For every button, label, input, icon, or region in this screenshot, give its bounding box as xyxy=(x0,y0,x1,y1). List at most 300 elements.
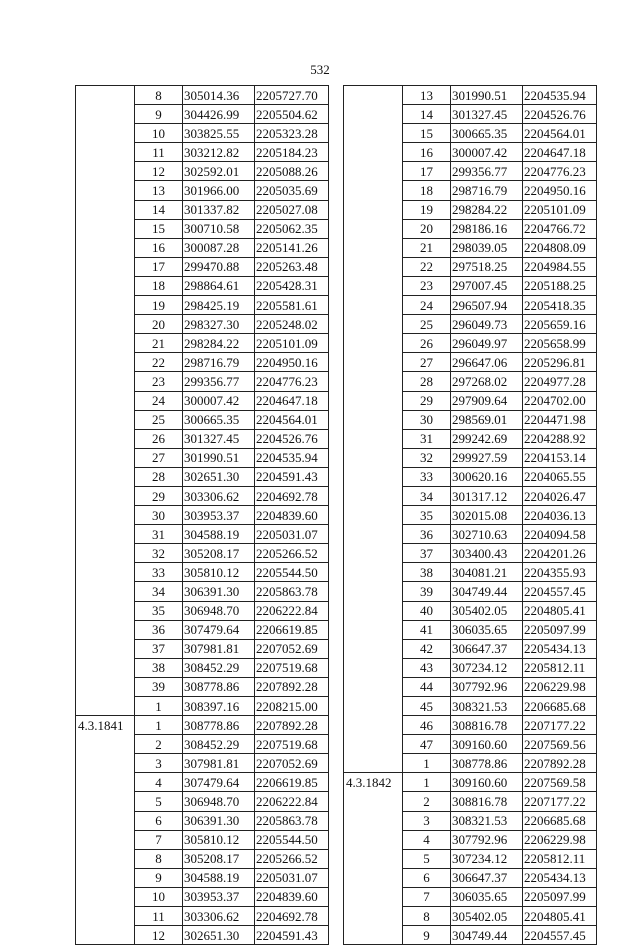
plot-cell xyxy=(76,410,135,429)
x-coordinate-cell: 302651.30 xyxy=(183,467,255,486)
plot-cell xyxy=(76,868,135,887)
point-number-cell: 6 xyxy=(135,811,183,830)
table-row xyxy=(76,620,329,639)
table-row xyxy=(344,563,597,582)
plot-cell xyxy=(76,735,135,754)
plot-cell xyxy=(344,716,403,735)
plot-cell xyxy=(344,448,403,467)
x-coordinate-cell: 308397.16 xyxy=(183,697,255,716)
plot-cell xyxy=(344,143,403,162)
point-number-cell: 35 xyxy=(403,506,451,525)
point-number-cell: 1 xyxy=(403,773,451,792)
x-coordinate-cell: 305402.05 xyxy=(451,601,523,620)
table-row xyxy=(344,716,597,735)
plot-cell xyxy=(344,849,403,868)
y-coordinate-cell: 2204950.16 xyxy=(255,353,329,372)
point-number-cell: 26 xyxy=(135,429,183,448)
table-row xyxy=(76,124,329,143)
plot-cell xyxy=(344,296,403,315)
table-row xyxy=(344,849,597,868)
table-row xyxy=(76,410,329,429)
point-number-cell: 15 xyxy=(135,219,183,238)
table-row xyxy=(344,219,597,238)
table-row xyxy=(76,429,329,448)
y-coordinate-cell: 2205088.26 xyxy=(255,162,329,181)
plot-cell xyxy=(344,334,403,353)
table-row xyxy=(76,887,329,906)
table-row xyxy=(344,525,597,544)
table-row xyxy=(344,544,597,563)
y-coordinate-cell: 2204692.78 xyxy=(255,907,329,926)
point-number-cell: 14 xyxy=(135,200,183,219)
y-coordinate-cell: 2207892.28 xyxy=(523,754,597,773)
y-coordinate-cell: 2205544.50 xyxy=(255,563,329,582)
y-coordinate-cell: 2204535.94 xyxy=(255,448,329,467)
y-coordinate-cell: 2204766.72 xyxy=(523,219,597,238)
y-coordinate-cell: 2204702.00 xyxy=(523,391,597,410)
y-coordinate-cell: 2205812.11 xyxy=(523,849,597,868)
point-number-cell: 3 xyxy=(135,754,183,773)
plot-cell xyxy=(344,677,403,696)
point-number-cell: 15 xyxy=(403,124,451,143)
x-coordinate-cell: 308452.29 xyxy=(183,658,255,677)
point-number-cell: 18 xyxy=(135,276,183,295)
y-coordinate-cell: 2204591.43 xyxy=(255,926,329,945)
y-coordinate-cell: 2204065.55 xyxy=(523,467,597,486)
plot-cell xyxy=(344,735,403,754)
y-coordinate-cell: 2208215.00 xyxy=(255,697,329,716)
x-coordinate-cell: 301327.45 xyxy=(451,105,523,124)
plot-cell xyxy=(76,601,135,620)
table-row xyxy=(76,563,329,582)
table-row xyxy=(344,257,597,276)
y-coordinate-cell: 2204036.13 xyxy=(523,506,597,525)
x-coordinate-cell: 297518.25 xyxy=(451,257,523,276)
y-coordinate-cell: 2204153.14 xyxy=(523,448,597,467)
y-coordinate-cell: 2204776.23 xyxy=(255,372,329,391)
x-coordinate-cell: 306647.37 xyxy=(451,868,523,887)
table-row xyxy=(344,754,597,773)
point-number-cell: 20 xyxy=(403,219,451,238)
table-row xyxy=(344,735,597,754)
y-coordinate-cell: 2204026.47 xyxy=(523,486,597,505)
plot-cell xyxy=(76,677,135,696)
x-coordinate-cell: 302592.01 xyxy=(183,162,255,181)
point-number-cell: 45 xyxy=(403,697,451,716)
y-coordinate-cell: 2204535.94 xyxy=(523,86,597,105)
point-number-cell: 43 xyxy=(403,658,451,677)
plot-cell xyxy=(76,639,135,658)
table-row xyxy=(344,296,597,315)
y-coordinate-cell: 2205544.50 xyxy=(255,830,329,849)
point-number-cell: 8 xyxy=(135,849,183,868)
table-row xyxy=(76,143,329,162)
point-number-cell: 29 xyxy=(135,486,183,505)
point-number-cell: 25 xyxy=(403,315,451,334)
x-coordinate-cell: 304426.99 xyxy=(183,105,255,124)
x-coordinate-cell: 307234.12 xyxy=(451,658,523,677)
y-coordinate-cell: 2204692.78 xyxy=(255,486,329,505)
point-number-cell: 17 xyxy=(403,162,451,181)
plot-cell xyxy=(76,448,135,467)
plot-cell xyxy=(344,219,403,238)
x-coordinate-cell: 301327.45 xyxy=(183,429,255,448)
x-coordinate-cell: 300665.35 xyxy=(183,410,255,429)
point-number-cell: 21 xyxy=(135,334,183,353)
y-coordinate-cell: 2204808.09 xyxy=(523,238,597,257)
y-coordinate-cell: 2206229.98 xyxy=(523,830,597,849)
point-number-cell: 44 xyxy=(403,677,451,696)
table-row xyxy=(76,448,329,467)
plot-cell: 4.3.1842 xyxy=(344,773,403,792)
plot-cell xyxy=(76,429,135,448)
plot-cell xyxy=(344,86,403,105)
x-coordinate-cell: 306948.70 xyxy=(183,601,255,620)
plot-cell xyxy=(344,181,403,200)
point-number-cell: 41 xyxy=(403,620,451,639)
y-coordinate-cell: 2204950.16 xyxy=(523,181,597,200)
plot-cell xyxy=(76,811,135,830)
plot-cell xyxy=(76,792,135,811)
coordinates-table-right xyxy=(343,85,597,945)
table-row xyxy=(76,639,329,658)
y-coordinate-cell: 2205266.52 xyxy=(255,544,329,563)
x-coordinate-cell: 302015.08 xyxy=(451,506,523,525)
plot-cell xyxy=(344,697,403,716)
point-number-cell: 24 xyxy=(135,391,183,410)
plot-cell xyxy=(344,544,403,563)
y-coordinate-cell: 2205296.81 xyxy=(523,353,597,372)
table-row xyxy=(344,811,597,830)
point-number-cell: 13 xyxy=(135,181,183,200)
table-row xyxy=(344,582,597,601)
y-coordinate-cell: 2204288.92 xyxy=(523,429,597,448)
plot-cell xyxy=(76,620,135,639)
plot-cell xyxy=(344,887,403,906)
table-row xyxy=(76,219,329,238)
table-row xyxy=(76,467,329,486)
x-coordinate-cell: 299356.77 xyxy=(183,372,255,391)
x-coordinate-cell: 303953.37 xyxy=(183,887,255,906)
x-coordinate-cell: 298327.30 xyxy=(183,315,255,334)
point-number-cell: 37 xyxy=(403,544,451,563)
y-coordinate-cell: 2204776.23 xyxy=(523,162,597,181)
plot-cell xyxy=(76,238,135,257)
plot-cell xyxy=(76,181,135,200)
x-coordinate-cell: 298864.61 xyxy=(183,276,255,295)
table-row xyxy=(344,105,597,124)
y-coordinate-cell: 2206619.85 xyxy=(255,773,329,792)
point-number-cell: 12 xyxy=(135,162,183,181)
point-number-cell: 30 xyxy=(403,410,451,429)
plot-cell xyxy=(76,257,135,276)
table-row xyxy=(344,124,597,143)
y-coordinate-cell: 2206229.98 xyxy=(523,677,597,696)
table-row xyxy=(76,811,329,830)
y-coordinate-cell: 2205141.26 xyxy=(255,238,329,257)
x-coordinate-cell: 306035.65 xyxy=(451,620,523,639)
table-row xyxy=(76,658,329,677)
point-number-cell: 17 xyxy=(135,257,183,276)
y-coordinate-cell: 2204526.76 xyxy=(523,105,597,124)
point-number-cell: 37 xyxy=(135,639,183,658)
point-number-cell: 7 xyxy=(403,887,451,906)
x-coordinate-cell: 305014.36 xyxy=(183,86,255,105)
plot-cell xyxy=(344,486,403,505)
x-coordinate-cell: 297007.45 xyxy=(451,276,523,295)
y-coordinate-cell: 2205031.07 xyxy=(255,868,329,887)
x-coordinate-cell: 303306.62 xyxy=(183,486,255,505)
y-coordinate-cell: 2205062.35 xyxy=(255,219,329,238)
y-coordinate-cell: 2205266.52 xyxy=(255,849,329,868)
plot-cell xyxy=(76,391,135,410)
point-number-cell: 35 xyxy=(135,601,183,620)
table-row xyxy=(344,200,597,219)
plot-cell xyxy=(344,620,403,639)
y-coordinate-cell: 2205727.70 xyxy=(255,86,329,105)
y-coordinate-cell: 2204805.41 xyxy=(523,907,597,926)
x-coordinate-cell: 305208.17 xyxy=(183,544,255,563)
y-coordinate-cell: 2204526.76 xyxy=(255,429,329,448)
table-row xyxy=(344,353,597,372)
point-number-cell: 38 xyxy=(403,563,451,582)
page-number: 532 xyxy=(310,62,330,77)
plot-cell xyxy=(76,563,135,582)
plot-cell xyxy=(344,754,403,773)
y-coordinate-cell: 2204355.93 xyxy=(523,563,597,582)
x-coordinate-cell: 297909.64 xyxy=(451,391,523,410)
x-coordinate-cell: 306035.65 xyxy=(451,887,523,906)
point-number-cell: 47 xyxy=(403,735,451,754)
point-number-cell: 38 xyxy=(135,658,183,677)
point-number-cell: 42 xyxy=(403,639,451,658)
point-number-cell: 1 xyxy=(135,716,183,735)
point-number-cell: 32 xyxy=(403,448,451,467)
point-number-cell: 36 xyxy=(135,620,183,639)
y-coordinate-cell: 2207569.58 xyxy=(523,773,597,792)
table-row xyxy=(76,697,329,716)
point-number-cell: 23 xyxy=(403,276,451,295)
table-row xyxy=(76,601,329,620)
x-coordinate-cell: 305208.17 xyxy=(183,849,255,868)
table-row xyxy=(344,792,597,811)
plot-cell xyxy=(76,582,135,601)
table-row xyxy=(344,639,597,658)
point-number-cell: 46 xyxy=(403,716,451,735)
point-number-cell: 4 xyxy=(135,773,183,792)
plot-cell xyxy=(344,868,403,887)
x-coordinate-cell: 299927.59 xyxy=(451,448,523,467)
table-row xyxy=(344,372,597,391)
point-number-cell: 21 xyxy=(403,238,451,257)
table-row xyxy=(344,391,597,410)
plot-cell xyxy=(76,544,135,563)
point-number-cell: 31 xyxy=(135,525,183,544)
point-number-cell: 13 xyxy=(403,86,451,105)
x-coordinate-cell: 300007.42 xyxy=(183,391,255,410)
plot-cell xyxy=(344,372,403,391)
table-row xyxy=(76,907,329,926)
point-number-cell: 14 xyxy=(403,105,451,124)
point-number-cell: 9 xyxy=(135,105,183,124)
table-row xyxy=(76,162,329,181)
x-coordinate-cell: 308778.86 xyxy=(183,677,255,696)
y-coordinate-cell: 2206222.84 xyxy=(255,792,329,811)
x-coordinate-cell: 301337.82 xyxy=(183,200,255,219)
plot-cell xyxy=(344,353,403,372)
table-row xyxy=(76,544,329,563)
y-coordinate-cell: 2207569.56 xyxy=(523,735,597,754)
plot-cell xyxy=(76,486,135,505)
x-coordinate-cell: 306391.30 xyxy=(183,811,255,830)
table-row xyxy=(76,372,329,391)
table-row xyxy=(344,658,597,677)
y-coordinate-cell: 2207892.28 xyxy=(255,716,329,735)
plot-cell xyxy=(76,773,135,792)
point-number-cell: 20 xyxy=(135,315,183,334)
point-number-cell: 30 xyxy=(135,506,183,525)
plot-cell xyxy=(344,276,403,295)
table-row xyxy=(76,926,329,945)
plot-cell xyxy=(344,391,403,410)
point-number-cell: 12 xyxy=(135,926,183,945)
x-coordinate-cell: 308452.29 xyxy=(183,735,255,754)
table-row xyxy=(76,868,329,887)
y-coordinate-cell: 2204805.41 xyxy=(523,601,597,620)
plot-cell: 4.3.1841 xyxy=(76,716,135,735)
table-row xyxy=(76,238,329,257)
point-number-cell: 34 xyxy=(135,582,183,601)
y-coordinate-cell: 2205434.13 xyxy=(523,868,597,887)
y-coordinate-cell: 2205027.08 xyxy=(255,200,329,219)
x-coordinate-cell: 308778.86 xyxy=(451,754,523,773)
x-coordinate-cell: 298284.22 xyxy=(451,200,523,219)
x-coordinate-cell: 303825.55 xyxy=(183,124,255,143)
plot-cell xyxy=(344,811,403,830)
point-number-cell: 7 xyxy=(135,830,183,849)
point-number-cell: 16 xyxy=(403,143,451,162)
plot-cell xyxy=(76,506,135,525)
plot-cell xyxy=(76,296,135,315)
y-coordinate-cell: 2205184.23 xyxy=(255,143,329,162)
point-number-cell: 34 xyxy=(403,486,451,505)
x-coordinate-cell: 300620.16 xyxy=(451,467,523,486)
table-row xyxy=(344,926,597,945)
x-coordinate-cell: 301317.12 xyxy=(451,486,523,505)
y-coordinate-cell: 2205097.99 xyxy=(523,620,597,639)
table-row xyxy=(76,181,329,200)
table-row xyxy=(76,200,329,219)
plot-cell xyxy=(76,658,135,677)
point-number-cell: 29 xyxy=(403,391,451,410)
y-coordinate-cell: 2205323.28 xyxy=(255,124,329,143)
y-coordinate-cell: 2205812.11 xyxy=(523,658,597,677)
x-coordinate-cell: 298284.22 xyxy=(183,334,255,353)
point-number-cell: 1 xyxy=(135,697,183,716)
x-coordinate-cell: 304081.21 xyxy=(451,563,523,582)
x-coordinate-cell: 304749.44 xyxy=(451,926,523,945)
y-coordinate-cell: 2205658.99 xyxy=(523,334,597,353)
x-coordinate-cell: 298039.05 xyxy=(451,238,523,257)
y-coordinate-cell: 2204984.55 xyxy=(523,257,597,276)
plot-cell xyxy=(76,162,135,181)
y-coordinate-cell: 2206619.85 xyxy=(255,620,329,639)
point-number-cell: 4 xyxy=(403,830,451,849)
plot-cell xyxy=(344,658,403,677)
table-row xyxy=(344,162,597,181)
plot-cell xyxy=(344,410,403,429)
x-coordinate-cell: 306647.37 xyxy=(451,639,523,658)
plot-cell xyxy=(76,887,135,906)
point-number-cell: 28 xyxy=(135,467,183,486)
plot-cell xyxy=(344,563,403,582)
x-coordinate-cell: 298425.19 xyxy=(183,296,255,315)
point-number-cell: 28 xyxy=(403,372,451,391)
x-coordinate-cell: 308816.78 xyxy=(451,716,523,735)
table-row xyxy=(76,353,329,372)
x-coordinate-cell: 299470.88 xyxy=(183,257,255,276)
x-coordinate-cell: 308321.53 xyxy=(451,811,523,830)
x-coordinate-cell: 307479.64 xyxy=(183,620,255,639)
point-number-cell: 36 xyxy=(403,525,451,544)
table-row xyxy=(76,276,329,295)
table-row xyxy=(344,467,597,486)
plot-cell xyxy=(344,582,403,601)
x-coordinate-cell: 301990.51 xyxy=(451,86,523,105)
y-coordinate-cell: 2204564.01 xyxy=(255,410,329,429)
x-coordinate-cell: 301966.00 xyxy=(183,181,255,200)
table-row xyxy=(76,315,329,334)
table-row xyxy=(76,773,329,792)
plot-cell xyxy=(344,639,403,658)
point-number-cell: 10 xyxy=(135,124,183,143)
plot-cell xyxy=(76,124,135,143)
point-number-cell: 8 xyxy=(135,86,183,105)
point-number-cell: 22 xyxy=(135,353,183,372)
plot-cell xyxy=(344,907,403,926)
table-row xyxy=(344,448,597,467)
table-row xyxy=(76,677,329,696)
plot-cell xyxy=(76,907,135,926)
x-coordinate-cell: 305810.12 xyxy=(183,563,255,582)
y-coordinate-cell: 2205504.62 xyxy=(255,105,329,124)
table-row xyxy=(76,792,329,811)
x-coordinate-cell: 301990.51 xyxy=(183,448,255,467)
plot-cell xyxy=(76,143,135,162)
x-coordinate-cell: 297268.02 xyxy=(451,372,523,391)
table-row xyxy=(344,86,597,105)
y-coordinate-cell: 2204557.45 xyxy=(523,582,597,601)
y-coordinate-cell: 2204839.60 xyxy=(255,887,329,906)
x-coordinate-cell: 305402.05 xyxy=(451,907,523,926)
plot-cell xyxy=(344,257,403,276)
x-coordinate-cell: 307981.81 xyxy=(183,754,255,773)
y-coordinate-cell: 2205659.16 xyxy=(523,315,597,334)
plot-cell xyxy=(76,754,135,773)
y-coordinate-cell: 2204839.60 xyxy=(255,506,329,525)
table-row xyxy=(344,907,597,926)
y-coordinate-cell: 2204201.26 xyxy=(523,544,597,563)
x-coordinate-cell: 302651.30 xyxy=(183,926,255,945)
plot-cell xyxy=(344,601,403,620)
point-number-cell: 27 xyxy=(403,353,451,372)
point-number-cell: 2 xyxy=(135,735,183,754)
point-number-cell: 32 xyxy=(135,544,183,563)
y-coordinate-cell: 2204591.43 xyxy=(255,467,329,486)
y-coordinate-cell: 2205035.69 xyxy=(255,181,329,200)
y-coordinate-cell: 2207177.22 xyxy=(523,716,597,735)
y-coordinate-cell: 2207892.28 xyxy=(255,677,329,696)
